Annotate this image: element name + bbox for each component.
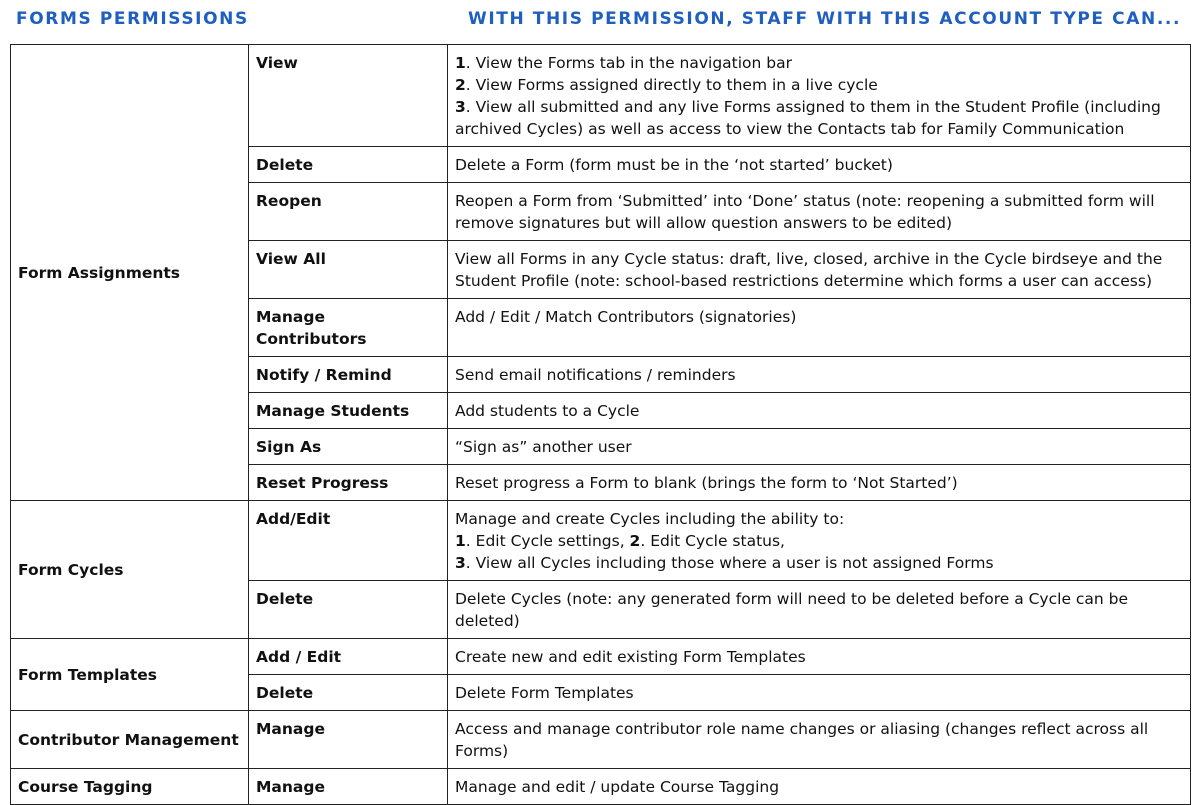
description-cell (448, 639, 1191, 675)
description-text: Delete Cycles (note: any generated form will need to be deleted before a Cycle can be deleted) (455, 590, 1129, 630)
description-line (455, 306, 1183, 328)
description-text: Access and manage contributor role name changes or aliasing (changes reflect across all Forms) (455, 720, 1149, 760)
table-row (11, 769, 1191, 805)
description-line (455, 248, 1183, 292)
permissions-table-body (11, 45, 1191, 805)
description-text: Delete a Form (form must be in the ‘not started’ bucket) (455, 156, 893, 174)
category-cell: Form Cycles (11, 501, 249, 639)
description-text: View all Forms in any Cycle status: draft, live, closed, archive in the Cycle birdseye and the Student Profile (note: school-based restrictions determine which forms a user can access) (455, 250, 1163, 290)
description-line (455, 74, 1183, 96)
step-number: 3 (455, 554, 466, 572)
permission-cell: Delete (249, 675, 448, 711)
description-line (455, 718, 1183, 762)
description-text: Reopen a Form from ‘Submitted’ into ‘Done’ status (note: reopening a submitted form will remove signatures but will allow question answers to be edited) (455, 192, 1155, 232)
category-cell: Course Tagging (11, 769, 249, 805)
description-cell (448, 429, 1191, 465)
description-cell (448, 241, 1191, 299)
description-text: . Edit Cycle settings, (465, 532, 630, 550)
table-row (11, 639, 1191, 675)
permission-cell: Manage (249, 769, 448, 805)
table-row (11, 501, 1191, 581)
description-line (455, 530, 1183, 552)
description-cell (448, 299, 1191, 357)
permission-cell: Sign As (249, 429, 448, 465)
description-text: Delete Form Templates (455, 684, 634, 702)
description-cell (448, 393, 1191, 429)
description-cell (448, 501, 1191, 581)
table-row (11, 711, 1191, 769)
description-text: Add students to a Cycle (455, 402, 640, 420)
permission-cell: View All (249, 241, 448, 299)
permission-cell: Manage Students (249, 393, 448, 429)
permissions-table (10, 44, 1191, 805)
description-text: Send email notifications / reminders (455, 366, 736, 384)
description-line (455, 400, 1183, 422)
column-heading: WITH THIS PERMISSION, STAFF WITH THIS ACCOUNT TYPE CAN... (467, 9, 1181, 29)
description-line (455, 436, 1183, 458)
table-row (11, 45, 1191, 147)
permission-cell: Add/Edit (249, 501, 448, 581)
permission-cell: Manage (249, 711, 448, 769)
description-text: Manage and edit / update Course Tagging (455, 778, 780, 796)
description-line (455, 364, 1183, 386)
permission-cell: Manage Contributors (249, 299, 448, 357)
description-line (455, 154, 1183, 176)
description-text: Create new and edit existing Form Templates (455, 648, 806, 666)
step-number: 3 (455, 98, 466, 116)
description-text: “Sign as” another user (455, 438, 632, 456)
description-text: . View all submitted and any live Forms assigned to them in the Student Profile (including archived Cycles) as well as access to view the Contacts tab for Family Communication (455, 98, 1161, 138)
description-line (455, 588, 1183, 632)
step-number: 2 (455, 76, 466, 94)
permission-cell: Delete (249, 147, 448, 183)
description-line (455, 682, 1183, 704)
description-line (455, 96, 1183, 140)
description-text: . Edit Cycle status, (640, 532, 785, 550)
permission-cell: View (249, 45, 448, 147)
description-line (455, 552, 1183, 574)
description-cell (448, 45, 1191, 147)
description-text: Manage and create Cycles including the ability to: (455, 510, 845, 528)
page-title: FORMS PERMISSIONS (16, 9, 249, 29)
description-text: Add / Edit / Match Contributors (signatories) (455, 308, 797, 326)
description-text: . View all Cycles including those where a user is not assigned Forms (465, 554, 994, 572)
description-line (455, 472, 1183, 494)
category-cell: Contributor Management (11, 711, 249, 769)
step-number: 1 (455, 54, 466, 72)
description-cell (448, 147, 1191, 183)
step-number: 1 (455, 532, 466, 550)
description-line (455, 190, 1183, 234)
permission-cell: Reopen (249, 183, 448, 241)
permission-cell: Notify / Remind (249, 357, 448, 393)
description-cell (448, 711, 1191, 769)
description-line (455, 508, 1183, 530)
description-text: Reset progress a Form to blank (brings the form to ‘Not Started’) (455, 474, 958, 492)
permission-cell: Reset Progress (249, 465, 448, 501)
description-text: . View the Forms tab in the navigation bar (465, 54, 793, 72)
description-cell (448, 465, 1191, 501)
description-cell (448, 357, 1191, 393)
category-cell: Form Templates (11, 639, 249, 711)
step-number: 2 (629, 532, 641, 550)
description-cell (448, 769, 1191, 805)
description-line (455, 646, 1183, 668)
description-cell (448, 183, 1191, 241)
description-cell (448, 675, 1191, 711)
description-cell (448, 581, 1191, 639)
description-line (455, 52, 1183, 74)
permission-cell: Add / Edit (249, 639, 448, 675)
description-line (455, 776, 1183, 798)
category-cell: Form Assignments (11, 45, 249, 501)
permission-cell: Delete (249, 581, 448, 639)
description-text: . View Forms assigned directly to them in a live cycle (465, 76, 878, 94)
